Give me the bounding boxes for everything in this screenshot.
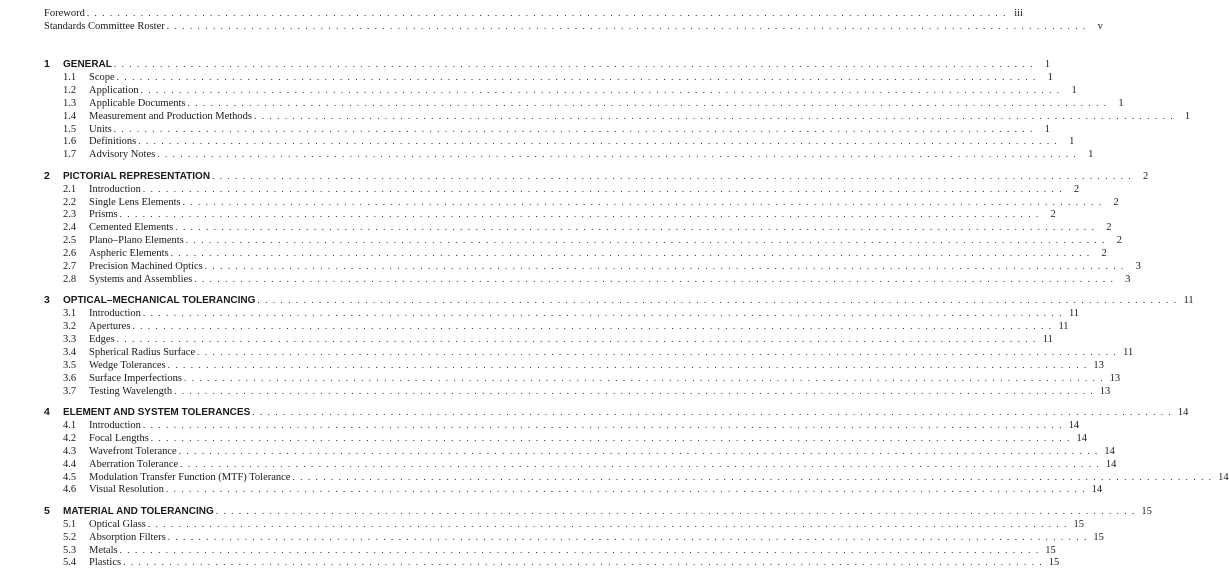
dot-leader: . . . . . . . . . . . . . . . . . . . . . . . . . . . . . . . . . . . . . . . . . . . . . . . . . . . . . . . . . . . . . . . . . . . . . . . . . . . . . . . . . . . . . . . . . . . . . . . . . . . . . . . . . . . . . . . . . . . . . . . . (180, 458, 1101, 469)
section-title: OPTICAL–MECHANICAL TOLERANCING (63, 295, 256, 307)
toc-entry (89, 97, 1124, 110)
subsection-number: 5.1 (63, 518, 77, 530)
subsection-number: 2.1 (63, 183, 77, 195)
subsection-number: 2.5 (63, 235, 77, 247)
entry-title: Apertures (89, 321, 131, 333)
dot-leader: . . . . . . . . . . . . . . . . . . . . . . . . . . . . . . . . . . . . . . . . . . . . . . . . . . . . . . . . . . . . . . . . . . . . . . . . . . . . . . . . . . . . . . . . . . . . . . . . . . . . . . . . . . . . . . . . . . . . . . . . (204, 261, 1125, 271)
page-number: 2 (1073, 183, 1080, 195)
entry-title: Wavefront Tolerance (89, 445, 177, 457)
section-number: 2 (44, 169, 50, 182)
page-number: 1 (1044, 59, 1051, 70)
entry-title: Introduction (89, 308, 141, 320)
subsection-number: 4.3 (63, 445, 77, 457)
subsection-number: 1.3 (63, 97, 77, 109)
entry-title: Applicable Documents (89, 97, 186, 109)
dot-leader: . . . . . . . . . . . . . . . . . . . . . . . . . . . . . . . . . . . . . . . . . . . . . . . . . . . . . . . . . . . . . . . . . . . . . . . . . . . . . . . . . . . . . . . . . . . . . . . . . . . . . . . . . . . . . . . . . . . . . . . . (187, 97, 1108, 108)
dot-leader: . . . . . . . . . . . . . . . . . . . . . . . . . . . . . . . . . . . . . . . . . . . . . . . . . . . . . . . . . . . . . . . . . . . . . . . . . . . . . . . . . . . . . . . . . . . . . . . . . . . . . . . . . . . . . . . . . . . . . . . . (167, 359, 1088, 370)
entry-title: Introduction (89, 183, 141, 195)
subsection-number: 2.2 (63, 196, 77, 208)
subsection-number: 5.3 (63, 544, 77, 556)
toc-entry (89, 445, 1115, 458)
subsection-number: 3.4 (63, 346, 77, 358)
toc-entry (89, 183, 1080, 196)
dot-leader: . . . . . . . . . . . . . . . . . . . . . . . . . . . . . . . . . . . . . . . . . . . . . . . . . . . . . . . . . . . . . . . . . . . . . . . . . . . . . . . . . . . . . . . . . . . . . . . . . . . . . . . . . . . . . . . . . . . . . . . . (254, 110, 1175, 121)
entry-title: Absorption Filters (89, 531, 166, 543)
dot-leader: . . . . . . . . . . . . . . . . . . . . . . . . . . . . . . . . . . . . . . . . . . . . . . . . . . . . . . . . . . . . . . . . . . . . . . . . . . . . . . . . . . . . . . . . . . . . . . . . . . . . . . . . . . . . . . . . . . . . . . . . (165, 484, 1087, 495)
dot-leader: . . . . . . . . . . . . . . . . . . . . . . . . . . . . . . . . . . . . . . . . . . . . . . . . . . . . . . . . . . . . . . . . . . . . . . . . . . . . . . . . . . . . . . . . . . . . . . . . . . . . . . . . . . . . . . . . . . . . . . . . (140, 84, 1061, 95)
toc-entry (89, 84, 1077, 97)
subsection-number: 3.7 (63, 385, 77, 397)
toc-entry (89, 71, 1053, 84)
toc-entry (89, 148, 1094, 161)
page-number: 2 (1142, 170, 1149, 182)
page-number: 15 (1045, 544, 1056, 556)
subsection-number: 3.6 (63, 372, 77, 384)
dot-leader: . . . . . . . . . . . . . . . . . . . . . . . . . . . . . . . . . . . . . . . . . . . . . . . . . . . . . . . . . . . . . . . . . . . . . . . . . . . . . . . . . . . . . . . . . . . . . . . . . . . . . . . . . . . . . . . . . . . . . . . . (142, 183, 1064, 194)
page-number: 1 (1184, 110, 1191, 122)
section-number: 4 (44, 406, 50, 418)
dot-leader: . . . . . . . . . . . . . . . . . . . . . . . . . . . . . . . . . . . . . . . . . . . . . . . . . . . . . . . . . . . . . . . . . . . . . . . . . . . . . . . . . . . . . . . . . . . . . . . . . . . . . . . . . . . . . . . . . . . . . . . . (185, 235, 1106, 246)
entry-title: Measurement and Production Methods (89, 110, 253, 122)
section-title: MATERIAL AND TOLERANCING (63, 505, 214, 517)
dot-leader: . . . . . . . . . . . . . . . . . . . . . . . . . . . . . . . . . . . . . . . . . . . . . . . . . . . . . . . . . . . . . . . . . . . . . . . . . . . . . . . . . . . . . . . . . . . . . . . . . . . . . . . . . . . . . . . . . . . . . . . . (116, 334, 1037, 344)
entry-title: Plano–Plano Elements (89, 235, 184, 247)
page-number: 1 (1088, 149, 1094, 161)
page-number: 2 (1116, 235, 1122, 247)
entry-title: Edges (89, 334, 115, 345)
dot-leader: . . . . . . . . . . . . . . . . . . . . . . . . . . . . . . . . . . . . . . . . . . . . . . . . . . . . . . . . . . . . . . . . . . . . . . . . . . . . . . . . . . . . . . . . . . . . . . . . . . . . . . . . . . . . . . . . . . . . . . . . (252, 407, 1173, 417)
page-number: 11 (1068, 308, 1080, 320)
toc-entry (89, 135, 1075, 148)
page-number: 11 (1058, 321, 1069, 333)
entry-title: Units (89, 123, 112, 135)
entry-title: Single Lens Elements (89, 196, 181, 208)
dot-leader: . . . . . . . . . . . . . . . . . . . . . . . . . . . . . . . . . . . . . . . . . . . . . . . . . . . . . . . . . . . . . . . . . . . . . . . . . . . . . . . . . . . . . . . . . . . . . . . . . . . . . . . . . . . . . . . . . . . . . . . . (86, 8, 1007, 18)
entry-title: Optical Glass (89, 518, 146, 530)
dot-leader: . . . . . . . . . . . . . . . . . . . . . . . . . . . . . . . . . . . . . . . . . . . . . . . . . . . . . . . . . . . . . . . . . . . . . . . . . . . . . . . . . . . . . . . . . . . . . . . . . . . . . . . . . . . . . . . . . . . . . . . . (178, 445, 1099, 456)
page-number: 1 (1047, 71, 1053, 83)
toc-entry (89, 346, 1134, 359)
dot-leader: . . . . . . . . . . . . . . . . . . . . . . . . . . . . . . . . . . . . . . . . . . . . . . . . . . . . . . . . . . . . . . . . . . . . . . . . . . . . . . . . . . . . . . . . . . . . . . . . . . . . . . . . . . . . . . . . . . . . . . . . (182, 196, 1103, 207)
section-heading (63, 58, 1051, 71)
entry-title: Standards Committee Roster (44, 21, 165, 32)
toc-entry (89, 432, 1087, 445)
subsection-number: 3.2 (63, 321, 77, 333)
toc-entry (89, 544, 1056, 557)
toc-entry (89, 518, 1085, 531)
dot-leader: . . . . . . . . . . . . . . . . . . . . . . . . . . . . . . . . . . . . . . . . . . . . . . . . . . . . . . . . . . . . . . . . . . . . . . . . . . . . . . . . . . . . . . . . . . . . . . . . . . . . . . . . . . . . . . . . . . . . . . . . (123, 557, 1044, 568)
toc-entry (89, 307, 1080, 320)
subsection-number: 1.2 (63, 84, 77, 96)
page-number: 11 (1123, 346, 1134, 358)
section-number: 5 (44, 504, 50, 517)
entry-title: Prisms (89, 209, 118, 221)
entry-title: Systems and Assemblies (89, 273, 193, 285)
subsection-number: 2.6 (63, 248, 77, 260)
subsection-number: 1.4 (63, 110, 77, 122)
entry-title: Spherical Radius Surface (89, 346, 196, 358)
page-number: 15 (1093, 531, 1104, 543)
section-heading (63, 170, 1149, 183)
subsection-number: 2.3 (63, 209, 77, 221)
page-number: 1 (1069, 136, 1075, 148)
page-number: 13 (1093, 359, 1104, 371)
subsection-number: 1.5 (63, 123, 77, 135)
page-number: 14 (1068, 419, 1080, 431)
toc-entry (89, 196, 1119, 209)
dot-leader: . . . . . . . . . . . . . . . . . . . . . . . . . . . . . . . . . . . . . . . . . . . . . . . . . . . . . . . . . . . . . . . . . . . . . . . . . . . . . . . . . . . . . . . . . . . . . . . . . . . . . . . . . . . . . . . . . . . . . . . . (174, 385, 1095, 396)
dot-leader: . . . . . . . . . . . . . . . . . . . . . . . . . . . . . . . . . . . . . . . . . . . . . . . . . . . . . . . . . . . . . . . . . . . . . . . . . . . . . . . . . . . . . . . . . . . . . . . . . . . . . . . . . . . . . . . . . . . . . . . . (132, 321, 1053, 332)
page-number: iii (1014, 8, 1023, 19)
toc-entry (89, 471, 1229, 484)
dot-leader: . . . . . . . . . . . . . . . . . . . . . . . . . . . . . . . . . . . . . . . . . . . . . . . . . . . . . . . . . . . . . . . . . . . . . . . . . . . . . . . . . . . . . . . . . . . . . . . . . . . . . . . . . . . . . . . . . . . . . . . . (142, 419, 1064, 430)
entry-title: Cemented Elements (89, 222, 174, 234)
toc-entry (89, 260, 1141, 273)
entry-title: Plastics (89, 557, 122, 569)
dot-leader: . . . . . . . . . . . . . . . . . . . . . . . . . . . . . . . . . . . . . . . . . . . . . . . . . . . . . . . . . . . . . . . . . . . . . . . . . . . . . . . . . . . . . . . . . . . . . . . . . . . . . . . . . . . . . . . . . . . . . . . . (142, 308, 1064, 319)
toc-entry (89, 419, 1080, 432)
dot-leader: . . . . . . . . . . . . . . . . . . . . . . . . . . . . . . . . . . . . . . . . . . . . . . . . . . . . . . . . . . . . . . . . . . . . . . . . . . . . . . . . . . . . . . . . . . . . . . . . . . . . . . . . . . . . . . . . . . . . . . . . (167, 531, 1088, 542)
entry-title: Aspheric Elements (89, 248, 169, 260)
front-matter-entry (44, 7, 1023, 20)
subsection-number: 4.6 (63, 484, 77, 496)
entry-title: Foreword (44, 8, 85, 19)
page-number: 15 (1048, 557, 1060, 569)
entry-title: Surface Imperfections (89, 372, 182, 384)
page-number: 1 (1118, 97, 1124, 109)
page-number: 3 (1125, 273, 1131, 285)
dot-leader: . . . . . . . . . . . . . . . . . . . . . . . . . . . . . . . . . . . . . . . . . . . . . . . . . . . . . . . . . . . . . . . . . . . . . . . . . . . . . . . . . . . . . . . . . . . . . . . . . . . . . . . . . . . . . . . . . . . . . . . . (212, 170, 1133, 181)
page-number: 2 (1106, 222, 1112, 234)
page-number: 14 (1091, 484, 1103, 496)
section-number: 1 (44, 58, 50, 70)
section-title: PICTORIAL REPRESENTATION (63, 170, 211, 182)
page-number: 14 (1076, 432, 1087, 444)
section-heading (63, 294, 1194, 307)
dot-leader: . . . . . . . . . . . . . . . . . . . . . . . . . . . . . . . . . . . . . . . . . . . . . . . . . . . . . . . . . . . . . . . . . . . . . . . . . . . . . . . . . . . . . . . . . . . . . . . . . . . . . . . . . . . . . . . . . . . . . . . . (113, 123, 1034, 134)
page-number: 2 (1101, 248, 1107, 260)
section-title: GENERAL (63, 59, 112, 70)
section-title: ELEMENT AND SYSTEM TOLERANCES (63, 407, 251, 418)
entry-title: Precision Machined Optics (89, 261, 203, 272)
dot-leader: . . . . . . . . . . . . . . . . . . . . . . . . . . . . . . . . . . . . . . . . . . . . . . . . . . . . . . . . . . . . . . . . . . . . . . . . . . . . . . . . . . . . . . . . . . . . . . . . . . . . . . . . . . . . . . . . . . . . . . . . (147, 518, 1069, 529)
subsection-number: 3.5 (63, 359, 77, 371)
toc-entry (89, 372, 1121, 385)
subsection-number: 1.1 (63, 71, 77, 83)
dot-leader: . . . . . . . . . . . . . . . . . . . . . . . . . . . . . . . . . . . . . . . . . . . . . . . . . . . . . . . . . . . . . . . . . . . . . . . . . . . . . . . . . . . . . . . . . . . . . . . . . . . . . . . . . . . . . . . . . . . . . . . . (119, 544, 1040, 555)
page-number: 14 (1104, 445, 1115, 457)
toc-entry (89, 556, 1060, 569)
subsection-number: 3.3 (63, 334, 77, 345)
page-number: 3 (1135, 261, 1141, 272)
dot-leader: . . . . . . . . . . . . . . . . . . . . . . . . . . . . . . . . . . . . . . . . . . . . . . . . . . . . . . . . . . . . . . . . . . . . . . . . . . . . . . . . . . . . . . . . . . . . . . . . . . . . . . . . . . . . . . . . . . . . . . . . (138, 136, 1059, 147)
page-number: v (1097, 21, 1103, 32)
toc-entry (89, 320, 1069, 333)
toc-entry (89, 247, 1107, 260)
entry-title: Wedge Tolerances (89, 359, 166, 371)
dot-leader: . . . . . . . . . . . . . . . . . . . . . . . . . . . . . . . . . . . . . . . . . . . . . . . . . . . . . . . . . . . . . . . . . . . . . . . . . . . . . . . . . . . . . . . . . . . . . . . . . . . . . . . . . . . . . . . . . . . . . . . . (215, 505, 1136, 516)
toc-entry (89, 359, 1104, 372)
front-matter-entry (44, 20, 1103, 33)
subsection-number: 3.1 (63, 308, 77, 320)
dot-leader: . . . . . . . . . . . . . . . . . . . . . . . . . . . . . . . . . . . . . . . . . . . . . . . . . . . . . . . . . . . . . . . . . . . . . . . . . . . . . . . . . . . . . . . . . . . . . . . . . . . . . . . . . . . . . . . . . . . . . . . . (119, 209, 1040, 220)
page-number: 13 (1099, 385, 1111, 397)
page-number: 11 (1042, 334, 1053, 345)
subsection-number: 4.1 (63, 419, 77, 431)
page-number: 1 (1044, 123, 1050, 135)
toc-entry (89, 333, 1053, 346)
subsection-number: 4.4 (63, 458, 77, 470)
toc-entry (89, 483, 1103, 496)
entry-title: Scope (89, 71, 115, 83)
dot-leader: . . . . . . . . . . . . . . . . . . . . . . . . . . . . . . . . . . . . . . . . . . . . . . . . . . . . . . . . . . . . . . . . . . . . . . . . . . . . . . . . . . . . . . . . . . . . . . . . . . . . . . . . . . . . . . . . . . . . . . . . (197, 346, 1118, 357)
dot-leader: . . . . . . . . . . . . . . . . . . . . . . . . . . . . . . . . . . . . . . . . . . . . . . . . . . . . . . . . . . . . . . . . . . . . . . . . . . . . . . . . . . . . . . . . . . . . . . . . . . . . . . . . . . . . . . . . . . . . . . . . (292, 471, 1213, 482)
subsection-number: 2.4 (63, 222, 77, 234)
dot-leader: . . . . . . . . . . . . . . . . . . . . . . . . . . . . . . . . . . . . . . . . . . . . . . . . . . . . . . . . . . . . . . . . . . . . . . . . . . . . . . . . . . . . . . . . . . . . . . . . . . . . . . . . . . . . . . . . . . . . . . . . (194, 273, 1115, 284)
section-number: 3 (44, 294, 50, 307)
entry-title: Introduction (89, 419, 141, 431)
page-number: 15 (1073, 518, 1085, 530)
toc-entry (89, 208, 1056, 221)
section-heading (63, 505, 1152, 518)
subsection-number: 5.2 (63, 531, 77, 543)
subsection-number: 2.8 (63, 273, 77, 285)
dot-leader: . . . . . . . . . . . . . . . . . . . . . . . . . . . . . . . . . . . . . . . . . . . . . . . . . . . . . . . . . . . . . . . . . . . . . . . . . . . . . . . . . . . . . . . . . . . . . . . . . . . . . . . . . . . . . . . . . . . . . . . . (175, 222, 1096, 233)
dot-leader: . . . . . . . . . . . . . . . . . . . . . . . . . . . . . . . . . . . . . . . . . . . . . . . . . . . . . . . . . . . . . . . . . . . . . . . . . . . . . . . . . . . . . . . . . . . . . . . . . . . . . . . . . . . . . . . . . . . . . . . . (184, 372, 1105, 383)
page-number: 2 (1050, 209, 1056, 221)
toc-entry (89, 273, 1131, 286)
toc-entry (89, 123, 1050, 136)
page-number: 13 (1109, 372, 1121, 384)
toc-entry (89, 110, 1191, 123)
subsection-number: 1.6 (63, 136, 77, 148)
entry-title: Modulation Transfer Function (MTF) Tolerance (89, 471, 291, 483)
entry-title: Advisory Notes (89, 149, 156, 161)
toc-entry (89, 234, 1122, 247)
entry-title: Testing Wavelength (89, 385, 173, 397)
page-number: 14 (1105, 458, 1117, 470)
dot-leader: . . . . . . . . . . . . . . . . . . . . . . . . . . . . . . . . . . . . . . . . . . . . . . . . . . . . . . . . . . . . . . . . . . . . . . . . . . . . . . . . . . . . . . . . . . . . . . . . . . . . . . . . . . . . . . . . . . . . . . . . (116, 71, 1037, 82)
toc-entry (89, 458, 1117, 471)
subsection-number: 2.7 (63, 261, 77, 272)
dot-leader: . . . . . . . . . . . . . . . . . . . . . . . . . . . . . . . . . . . . . . . . . . . . . . . . . . . . . . . . . . . . . . . . . . . . . . . . . . . . . . . . . . . . . . . . . . . . . . . . . . . . . . . . . . . . . . . . . . . . . . . . (257, 295, 1178, 306)
dot-leader: . . . . . . . . . . . . . . . . . . . . . . . . . . . . . . . . . . . . . . . . . . . . . . . . . . . . . . . . . . . . . . . . . . . . . . . . . . . . . . . . . . . . . . . . . . . . . . . . . . . . . . . . . . . . . . . . . . . . . . . . (113, 59, 1035, 69)
page-number: 1 (1071, 84, 1077, 96)
entry-title: Application (89, 84, 139, 96)
toc-entry (89, 385, 1111, 398)
dot-leader: . . . . . . . . . . . . . . . . . . . . . . . . . . . . . . . . . . . . . . . . . . . . . . . . . . . . . . . . . . . . . . . . . . . . . . . . . . . . . . . . . . . . . . . . . . . . . . . . . . . . . . . . . . . . . . . . . . . . . . . . (157, 149, 1078, 160)
subsection-number: 5.4 (63, 557, 77, 569)
dot-leader: . . . . . . . . . . . . . . . . . . . . . . . . . . . . . . . . . . . . . . . . . . . . . . . . . . . . . . . . . . . . . . . . . . . . . . . . . . . . . . . . . . . . . . . . . . . . . . . . . . . . . . . . . . . . . . . . . . . . . . . . (166, 21, 1087, 31)
entry-title: Visual Resolution (89, 484, 164, 496)
dot-leader: . . . . . . . . . . . . . . . . . . . . . . . . . . . . . . . . . . . . . . . . . . . . . . . . . . . . . . . . . . . . . . . . . . . . . . . . . . . . . . . . . . . . . . . . . . . . . . . . . . . . . . . . . . . . . . . . . . . . . . . . (170, 248, 1091, 259)
toc-entry (89, 531, 1104, 544)
page-number: 2 (1113, 196, 1119, 208)
dot-leader: . . . . . . . . . . . . . . . . . . . . . . . . . . . . . . . . . . . . . . . . . . . . . . . . . . . . . . . . . . . . . . . . . . . . . . . . . . . . . . . . . . . . . . . . . . . . . . . . . . . . . . . . . . . . . . . . . . . . . . . . (150, 432, 1071, 443)
page-number: 11 (1183, 295, 1194, 307)
entry-title: Definitions (89, 136, 137, 148)
entry-title: Metals (89, 544, 118, 556)
subsection-number: 4.2 (63, 432, 77, 444)
subsection-number: 1.7 (63, 149, 77, 161)
section-heading (63, 406, 1189, 419)
subsection-number: 4.5 (63, 471, 77, 483)
toc-entry (89, 221, 1112, 234)
page-number: 14 (1177, 407, 1189, 418)
page-number: 15 (1141, 505, 1152, 517)
page-number: 14 (1218, 471, 1229, 483)
entry-title: Focal Lengths (89, 432, 149, 444)
entry-title: Aberration Tolerance (89, 458, 179, 470)
